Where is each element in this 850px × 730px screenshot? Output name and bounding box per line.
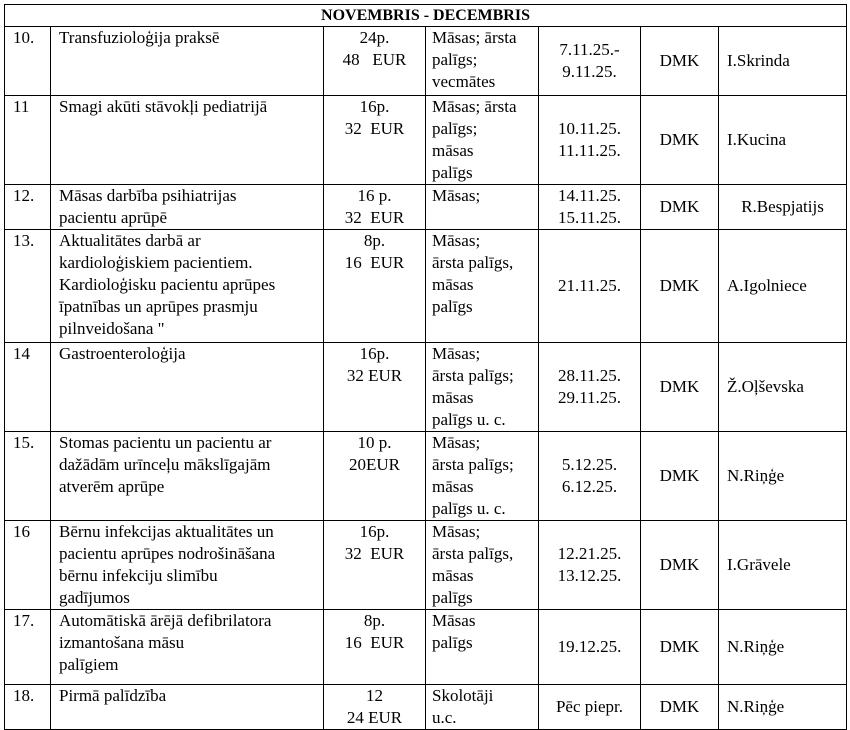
row-number: 17. xyxy=(5,610,51,685)
price-line: 16p. xyxy=(359,522,390,541)
price-line: 16 EUR xyxy=(344,253,405,272)
price-cell xyxy=(324,185,426,230)
price-line: 16 EUR xyxy=(344,633,405,652)
audience-line: vecmātes xyxy=(432,72,496,91)
course-schedule-table xyxy=(4,4,847,730)
course-title-line: Smagi akūti stāvokļi pediatrijā xyxy=(59,97,268,116)
audience-line: māsas xyxy=(432,141,474,160)
course-title-line: Gastroenteroloģija xyxy=(59,344,186,363)
date-line: 19.12.25. xyxy=(557,637,622,656)
price-line: 48 EUR xyxy=(342,50,407,69)
audience-line: u.c. xyxy=(432,708,457,727)
course-title-cell xyxy=(51,685,324,730)
date-line: 14.11.25. xyxy=(557,186,622,205)
price-line: 10 p. xyxy=(357,433,392,452)
row-number: 11 xyxy=(5,96,51,185)
dates-cell xyxy=(539,230,641,343)
course-title-line: Kardioloģisku pacientu aprūpes xyxy=(59,275,276,294)
course-title-line: dažādām urīnceļu mākslīgajām xyxy=(59,455,271,474)
audience-cell xyxy=(426,685,539,730)
audience-line: palīgs xyxy=(432,588,473,607)
audience-line: Māsas; ārsta xyxy=(432,97,517,116)
price-line: 16 p. xyxy=(357,186,392,205)
row-number: 13. xyxy=(5,230,51,343)
price-line: 16p. xyxy=(359,344,390,363)
place-cell: DMK xyxy=(641,685,719,730)
lecturer-cell: I.Grāvele xyxy=(719,521,847,610)
lecturer-cell: N.Riņģe xyxy=(719,610,847,685)
audience-line: ārsta palīgs; xyxy=(432,366,514,385)
audience-cell xyxy=(426,27,539,96)
table-row xyxy=(5,343,847,432)
audience-cell xyxy=(426,432,539,521)
date-line: Pēc piepr. xyxy=(555,697,624,716)
date-line: 10.11.25. xyxy=(557,119,622,138)
date-line: 21.11.25. xyxy=(557,276,622,295)
price-line: 24 EUR xyxy=(346,708,403,727)
place-cell: DMK xyxy=(641,521,719,610)
dates-cell xyxy=(539,96,641,185)
date-line: 13.12.25. xyxy=(557,566,622,585)
table-row xyxy=(5,685,847,730)
price-line: 20EUR xyxy=(349,455,400,474)
audience-line: ārsta palīgs; xyxy=(432,455,514,474)
course-title-line: pacientu aprūpē xyxy=(59,208,168,227)
course-title-line: bērnu infekciju slimību xyxy=(59,566,218,585)
audience-cell xyxy=(426,96,539,185)
audience-line: palīgs xyxy=(432,163,473,182)
table-row xyxy=(5,185,847,230)
price-cell xyxy=(324,96,426,185)
course-title-cell xyxy=(51,610,324,685)
date-line: 29.11.25. xyxy=(557,388,622,407)
date-line: 6.12.25. xyxy=(561,477,618,496)
dates-cell xyxy=(539,343,641,432)
course-title-line: Māsas darbība psihiatrijas xyxy=(59,186,237,205)
place-cell: DMK xyxy=(641,230,719,343)
row-number: 12. xyxy=(5,185,51,230)
course-title-line: izmantošana māsu xyxy=(59,633,185,652)
place-cell: DMK xyxy=(641,185,719,230)
audience-cell xyxy=(426,230,539,343)
course-title-line: Transfuzioloģija praksē xyxy=(59,28,220,47)
course-title-line: kardioloģiskiem pacientiem. xyxy=(59,253,253,272)
price-cell xyxy=(324,27,426,96)
course-title-cell xyxy=(51,96,324,185)
lecturer-cell: N.Riņģe xyxy=(719,432,847,521)
price-cell xyxy=(324,432,426,521)
place-cell: DMK xyxy=(641,610,719,685)
audience-line: palīgs u. c. xyxy=(432,410,506,429)
course-title-cell xyxy=(51,185,324,230)
course-title-line: atverēm aprūpe xyxy=(59,477,165,496)
price-line: 24p. xyxy=(359,28,390,47)
price-line: 32 EUR xyxy=(344,208,405,227)
lecturer-cell: Ž.Oļševska xyxy=(719,343,847,432)
course-title-cell xyxy=(51,432,324,521)
audience-line: Skolotāji xyxy=(432,686,494,705)
price-cell xyxy=(324,343,426,432)
price-cell xyxy=(324,521,426,610)
header-row xyxy=(5,5,847,27)
price-line: 16p. xyxy=(359,97,390,116)
price-line: 8p. xyxy=(363,611,386,630)
audience-line: māsas xyxy=(432,388,474,407)
course-title-cell xyxy=(51,521,324,610)
audience-line: palīgs; xyxy=(432,50,478,69)
audience-line: palīgs xyxy=(432,633,473,652)
lecturer-cell: I.Kucina xyxy=(719,96,847,185)
date-line: 5.12.25. xyxy=(561,455,618,474)
row-number: 18. xyxy=(5,685,51,730)
table-row xyxy=(5,432,847,521)
row-number: 14 xyxy=(5,343,51,432)
audience-cell xyxy=(426,185,539,230)
audience-cell xyxy=(426,610,539,685)
price-line: 12 xyxy=(366,686,383,705)
audience-line: Māsas; xyxy=(432,186,481,205)
table-row xyxy=(5,96,847,185)
price-line: 8p. xyxy=(363,231,386,250)
place-cell: DMK xyxy=(641,96,719,185)
course-title-line: Bērnu infekcijas aktualitātes un xyxy=(59,522,274,541)
audience-line: palīgs u. c. xyxy=(432,499,506,518)
date-line: 9.11.25. xyxy=(562,62,617,81)
audience-cell xyxy=(426,343,539,432)
course-title-line: Pirmā palīdzība xyxy=(59,686,167,705)
audience-line: māsas xyxy=(432,275,474,294)
table-row xyxy=(5,27,847,96)
course-title-line: Automātiskā ārējā defibrilatora xyxy=(59,611,272,630)
dates-cell xyxy=(539,610,641,685)
audience-line: Māsas; xyxy=(432,522,481,541)
dates-cell xyxy=(539,521,641,610)
audience-line: Māsas; xyxy=(432,344,481,363)
course-title-line: Stomas pacientu un pacientu ar xyxy=(59,433,272,452)
row-number: 15. xyxy=(5,432,51,521)
audience-line: Māsas; ārsta xyxy=(432,28,517,47)
audience-line: Māsas xyxy=(432,611,476,630)
table-row xyxy=(5,230,847,343)
lecturer-cell: I.Skrinda xyxy=(719,27,847,96)
period-header: NOVEMBRIS - DECEMBRIS xyxy=(5,5,847,27)
date-line: 12.21.25. xyxy=(557,544,622,563)
row-number: 10. xyxy=(5,27,51,96)
course-title-cell xyxy=(51,343,324,432)
course-title-line: pilnveidošana " xyxy=(59,319,165,338)
table-row xyxy=(5,521,847,610)
lecturer-cell: R.Bespjatijs xyxy=(719,185,847,230)
price-line: 32 EUR xyxy=(344,119,405,138)
place-cell: DMK xyxy=(641,343,719,432)
date-line: 28.11.25. xyxy=(557,366,622,385)
audience-line: māsas xyxy=(432,566,474,585)
price-cell xyxy=(324,685,426,730)
price-line: 32 EUR xyxy=(344,544,405,563)
price-cell xyxy=(324,610,426,685)
course-title-line: gadījumos xyxy=(59,588,130,607)
place-cell: DMK xyxy=(641,432,719,521)
course-title-line: īpatnības un aprūpes prasmju xyxy=(59,297,258,316)
dates-cell xyxy=(539,685,641,730)
course-title-line: palīgiem xyxy=(59,655,119,674)
course-title-line: Aktualitātes darbā ar xyxy=(59,231,201,250)
date-line: 15.11.25. xyxy=(557,208,622,227)
course-title-line: pacientu aprūpes nodrošināšana xyxy=(59,544,276,563)
lecturer-cell: A.Igolniece xyxy=(719,230,847,343)
dates-cell xyxy=(539,185,641,230)
dates-cell xyxy=(539,27,641,96)
audience-line: Māsas; xyxy=(432,433,481,452)
audience-line: ārsta palīgs, xyxy=(432,253,514,272)
audience-line: palīgs xyxy=(432,297,473,316)
audience-line: palīgs; xyxy=(432,119,478,138)
course-title-cell xyxy=(51,27,324,96)
row-number: 16 xyxy=(5,521,51,610)
price-cell xyxy=(324,230,426,343)
audience-cell xyxy=(426,521,539,610)
date-line: 7.11.25.- xyxy=(559,40,620,59)
audience-line: ārsta palīgs, xyxy=(432,544,514,563)
table-row xyxy=(5,610,847,685)
lecturer-cell: N.Riņģe xyxy=(719,685,847,730)
place-cell: DMK xyxy=(641,27,719,96)
audience-line: māsas xyxy=(432,477,474,496)
dates-cell xyxy=(539,432,641,521)
audience-line: Māsas; xyxy=(432,231,481,250)
price-line: 32 EUR xyxy=(346,366,403,385)
date-line: 11.11.25. xyxy=(558,141,621,160)
course-title-cell xyxy=(51,230,324,343)
